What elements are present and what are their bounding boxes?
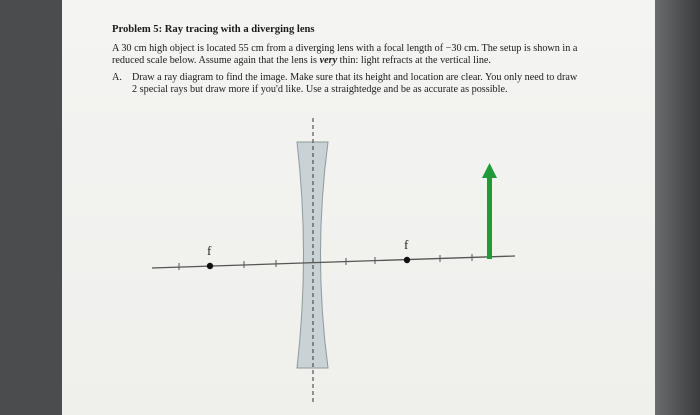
focal-point-right — [404, 257, 410, 263]
intro-text-start: A 30 cm high object is located 55 cm from a diverging lens with a focal length of −30 cm. The setup is shown in a reduced scale below. Assume again that the lens is — [112, 42, 578, 66]
object-arrow-shaft — [487, 175, 492, 259]
focal-label-right: f — [404, 237, 409, 252]
object-arrow-head — [482, 163, 497, 178]
focal-label-left: f — [207, 243, 212, 258]
part-a-label: A. — [112, 71, 122, 83]
intro-text-end: thin: light refracts at the vertical line. — [337, 55, 491, 66]
problem-title: Problem 5: Ray tracing with a diverging lens — [112, 24, 315, 35]
intro-emphasis: very — [319, 55, 338, 66]
focal-point-left — [207, 263, 213, 269]
part-a-text: Draw a ray diagram to find the image. Make sure that its height and location are clear. You only need to draw 2 special rays but draw more if you'd like. Use a straightedge and be as accurate as possible. — [132, 71, 578, 95]
